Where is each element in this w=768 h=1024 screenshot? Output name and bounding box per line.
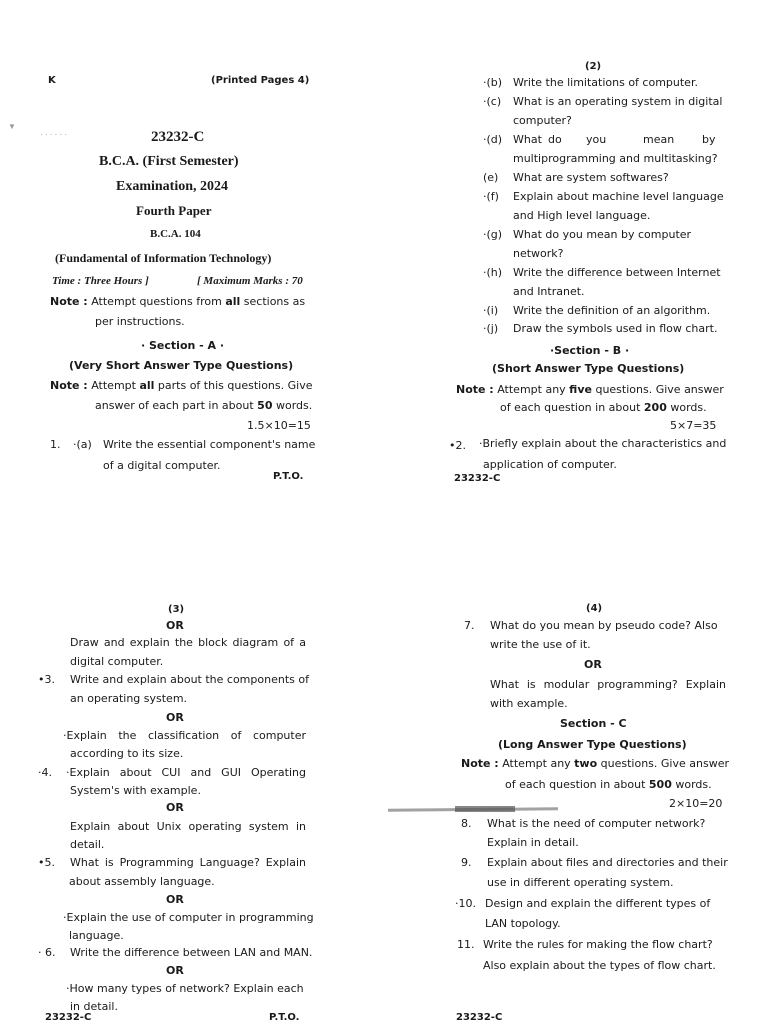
question-text: What is Programming Language? Explain xyxy=(70,856,306,869)
pto-label: P.T.O. xyxy=(269,1012,300,1023)
question-text: computer? xyxy=(513,114,572,127)
printed-pages: (Printed Pages 4) xyxy=(211,75,310,86)
question-part-label: (e) xyxy=(483,171,499,184)
section-c-type: (Long Answer Type Questions) xyxy=(498,738,687,751)
section-c-heading: Section - C xyxy=(560,717,627,730)
question-text: What do you mean by computer xyxy=(513,228,692,241)
question-text: ·Explain the use of computer in programming xyxy=(63,911,314,924)
note-text-tail: parts of this questions. Give xyxy=(154,379,313,392)
question-part-label: ·(i) xyxy=(483,304,499,317)
question-text: What is the need of computer network? xyxy=(487,817,706,830)
question-text: detail. xyxy=(70,838,105,851)
question-text: Write the difference between Internet xyxy=(513,266,721,279)
section-b-marks: 5×7=35 xyxy=(670,419,717,432)
question-number: •5. xyxy=(38,856,55,869)
question-number: 1. xyxy=(50,438,61,451)
question-text: use in different operating system. xyxy=(487,876,674,889)
note-emphasis: 500 xyxy=(648,778,672,791)
question-part-label: ·(b) xyxy=(483,76,503,89)
question-text: with example. xyxy=(490,697,568,710)
question-text: write the use of it. xyxy=(490,638,591,651)
max-marks: [ Maximum Marks : 70 xyxy=(197,275,303,287)
note-text: Attempt questions from xyxy=(91,295,226,308)
question-text: Write and explain about the components of xyxy=(70,673,309,686)
note-text: of each question in about xyxy=(500,401,644,414)
subject-title: (Fundamental of Information Technology) xyxy=(55,251,272,265)
page-number: (3) xyxy=(168,604,185,615)
question-text: LAN topology. xyxy=(485,917,561,930)
time-label: Time : Three Hours ] xyxy=(52,275,149,287)
corner-mark: K xyxy=(48,75,56,86)
question-text: Also explain about the types of flow chart. xyxy=(483,959,716,972)
question-text: Write the limitations of computer. xyxy=(513,76,698,89)
question-text: Write the definition of an algorithm. xyxy=(513,304,711,317)
page-number: (4) xyxy=(586,603,603,614)
question-text: Explain in detail. xyxy=(487,836,579,849)
question-text: Write the rules for making the flow chart? xyxy=(483,938,713,951)
question-text: Explain about Unix operating system in xyxy=(70,820,306,833)
question-text: an operating system. xyxy=(70,692,188,705)
note-text: Attempt any xyxy=(497,383,570,396)
question-part-label: ·(g) xyxy=(483,228,503,241)
footer-code: 23232-C xyxy=(456,1012,503,1023)
question-text: of a digital computer. xyxy=(103,459,221,472)
question-text: Draw and explain the block diagram of a xyxy=(70,636,306,649)
question-text: Design and explain the different types of xyxy=(485,897,711,910)
question-part-label: ·(c) xyxy=(483,95,502,108)
section-a-type: (Very Short Answer Type Questions) xyxy=(69,359,294,372)
question-text: What is an operating system in digital xyxy=(513,95,723,108)
question-number: 9. xyxy=(461,856,472,869)
question-text: System's with example. xyxy=(70,784,201,797)
paper-code: 23232-C xyxy=(151,129,205,145)
scan-smudge xyxy=(455,806,515,812)
or-divider: OR xyxy=(584,658,602,671)
note-emphasis: two xyxy=(574,757,598,770)
exam-title: Examination, 2024 xyxy=(116,179,229,194)
or-divider: OR xyxy=(166,619,184,632)
question-text: according to its size. xyxy=(70,747,184,760)
question-text: and High level language. xyxy=(513,209,651,222)
note-text-tail: sections as xyxy=(240,295,306,308)
section-a-note-line2 xyxy=(95,399,312,412)
question-text: Draw the symbols used in flow chart. xyxy=(513,322,718,335)
section-a-heading: · Section - A · xyxy=(141,339,225,352)
question-number: ·4. xyxy=(38,766,52,779)
paper-title: Fourth Paper xyxy=(136,203,212,218)
section-a-marks: 1.5×10=15 xyxy=(247,419,311,432)
question-text: What do you mean by pseudo code? Also xyxy=(490,619,718,632)
note-text: answer of each part in about xyxy=(95,399,258,412)
note-label: Note : xyxy=(461,757,499,770)
note-text: Attempt xyxy=(91,379,140,392)
pto-label: P.T.O. xyxy=(273,471,304,482)
question-text: digital computer. xyxy=(70,655,164,668)
note-text-tail: questions. Give answer xyxy=(591,383,724,396)
note-instructions xyxy=(50,295,305,308)
section-c-note-line2 xyxy=(505,778,712,791)
note-label: Note : xyxy=(50,295,88,308)
or-divider: OR xyxy=(166,893,184,906)
question-part-label: ·(f) xyxy=(483,190,499,203)
note-text: of each question in about xyxy=(505,778,649,791)
note-text-tail: questions. Give answer xyxy=(597,757,729,770)
note-label: Note : xyxy=(456,383,494,396)
question-text: in detail. xyxy=(70,1000,118,1013)
note-text: Attempt any xyxy=(502,757,575,770)
question-number: •3. xyxy=(38,673,55,686)
question-text: application of computer. xyxy=(483,458,617,471)
question-text: Write the essential component's name xyxy=(103,438,316,451)
question-text: Write the difference between LAN and MAN. xyxy=(70,946,313,959)
question-text: multiprogramming and multitasking? xyxy=(513,152,718,165)
note-emphasis: all xyxy=(139,379,155,392)
question-text: and Intranet. xyxy=(513,285,585,298)
section-b-note-line2 xyxy=(500,401,707,414)
section-b-type: (Short Answer Type Questions) xyxy=(492,362,685,375)
question-text: about assembly language. xyxy=(69,875,215,888)
question-number: 7. xyxy=(464,619,475,632)
footer-code: 23232-C xyxy=(45,1012,92,1023)
question-text: Explain about machine level language xyxy=(513,190,724,203)
question-part-label: ·(a) xyxy=(73,438,92,451)
question-part-label: ·(d) xyxy=(483,133,503,146)
question-text: network? xyxy=(513,247,564,260)
note-label: Note : xyxy=(50,379,88,392)
or-divider: OR xyxy=(166,801,184,814)
scan-speck: ▼ xyxy=(8,122,16,131)
course-title: B.C.A. (First Semester) xyxy=(99,154,239,169)
note-text-tail: words. xyxy=(671,778,712,791)
question-number: •2. xyxy=(449,439,466,452)
question-text: ·Briefly explain about the characteristics and xyxy=(479,437,727,450)
question-text: ·How many types of network? Explain each xyxy=(66,982,304,995)
scan-dots: · · · · · · xyxy=(40,130,68,139)
question-number: · 6. xyxy=(38,946,56,959)
question-number: 8. xyxy=(461,817,472,830)
note-text-tail: words. xyxy=(272,399,313,412)
question-text: language. xyxy=(69,929,124,942)
note-instructions-line2: per instructions. xyxy=(95,315,185,328)
question-number: ·10. xyxy=(455,897,476,910)
note-emphasis: 50 xyxy=(257,399,273,412)
question-part-label: ·(j) xyxy=(483,322,499,335)
question-text: What do you mean by xyxy=(513,133,716,146)
subject-code: B.C.A. 104 xyxy=(150,228,201,240)
question-text: What are system softwares? xyxy=(513,171,669,184)
or-divider: OR xyxy=(166,711,184,724)
note-emphasis: all xyxy=(225,295,241,308)
or-divider: OR xyxy=(166,964,184,977)
note-emphasis: five xyxy=(569,383,592,396)
question-text: ·Explain the classification of computer xyxy=(63,729,306,742)
section-a-note xyxy=(50,379,312,392)
section-c-note xyxy=(461,757,729,770)
footer-code: 23232-C xyxy=(454,473,501,484)
section-c-marks: 2×10=20 xyxy=(669,797,723,810)
note-text-tail: words. xyxy=(666,401,707,414)
question-text: ·Explain about CUI and GUI Operating xyxy=(66,766,306,779)
page-number: (2) xyxy=(585,61,602,72)
note-emphasis: 200 xyxy=(643,401,667,414)
question-part-label: ·(h) xyxy=(483,266,503,279)
section-b-note xyxy=(456,383,724,396)
question-number: 11. xyxy=(457,938,475,951)
question-text: Explain about files and directories and their xyxy=(487,856,728,869)
question-text: What is modular programming? Explain xyxy=(490,678,726,691)
section-b-heading: ·Section - B · xyxy=(550,344,630,357)
